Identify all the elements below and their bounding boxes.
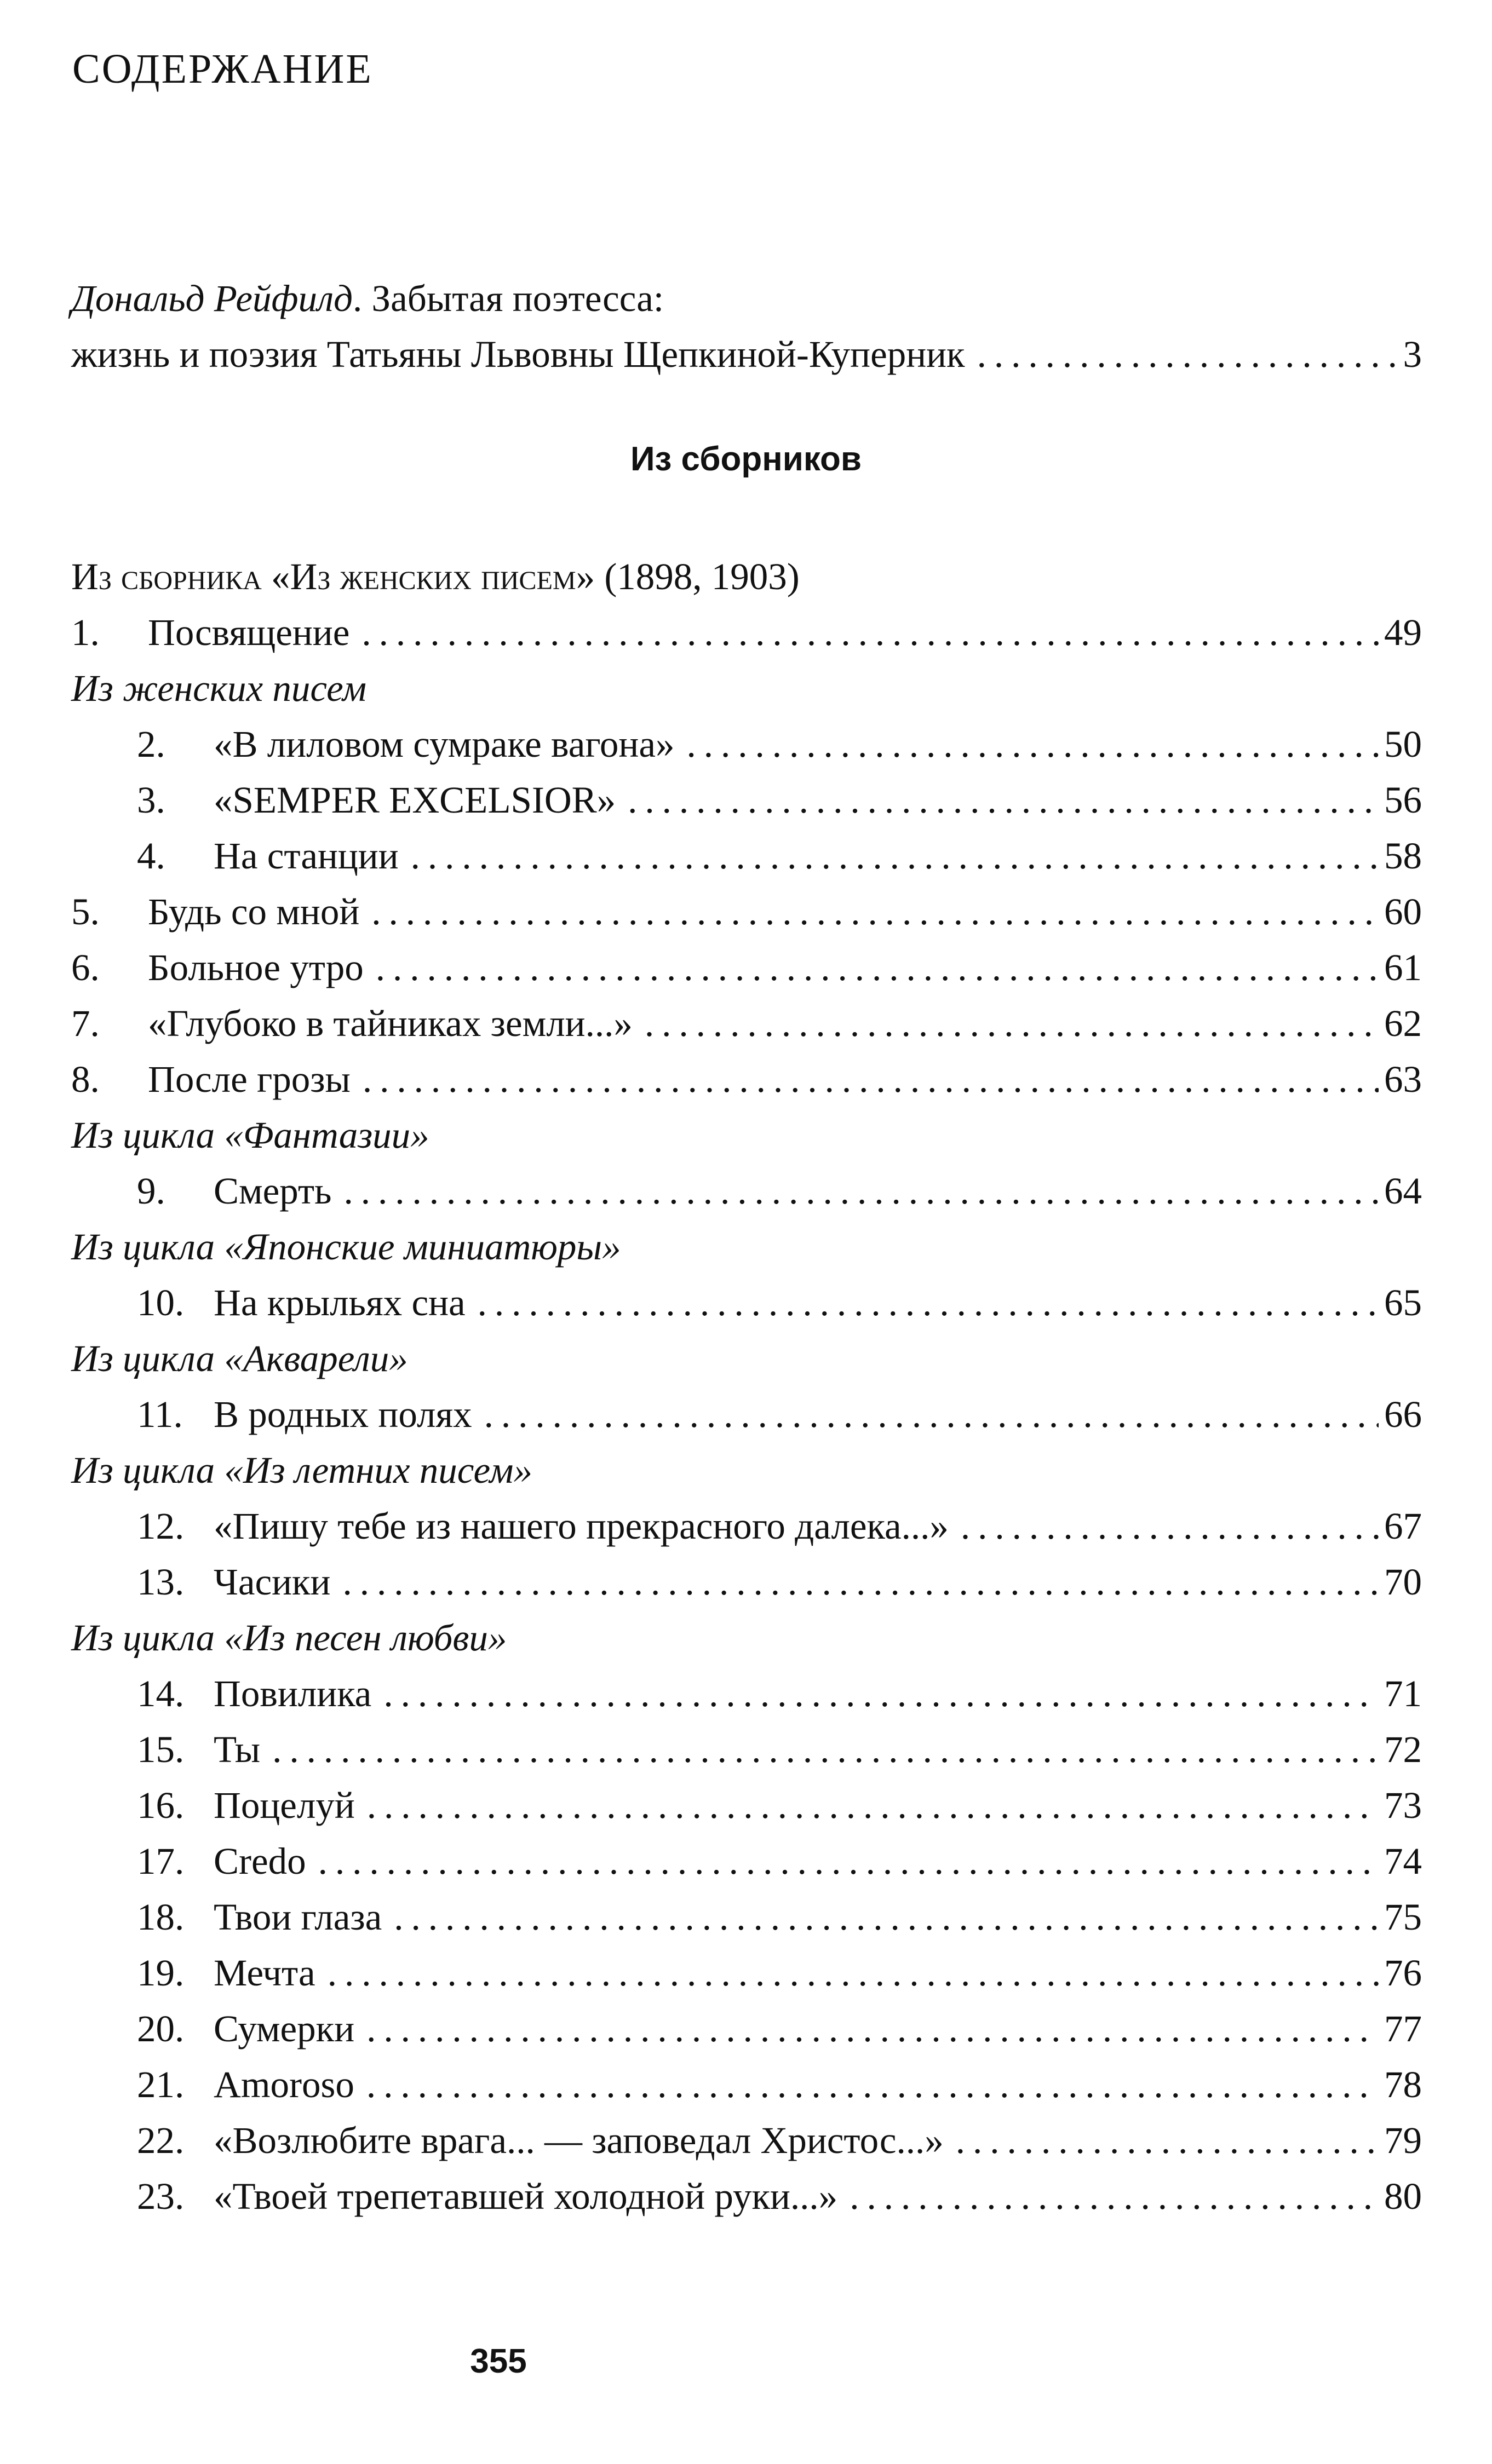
leader-dots	[628, 775, 1379, 825]
running-head: СОДЕРЖАНИЕ	[72, 46, 373, 92]
entry-title: После грозы	[148, 1058, 351, 1100]
intro-title-line-2: жизнь и поэзия Татьяны Львовны Щепкиной-Куперник	[71, 333, 965, 375]
page-number: 73	[1384, 1784, 1422, 1826]
entry-number: 6.	[71, 947, 100, 988]
intro-line-1	[71, 274, 664, 323]
page-number: 64	[1384, 1170, 1422, 1212]
page-number: 72	[1384, 1729, 1422, 1770]
page-number: 61	[1384, 947, 1422, 988]
entry-number: 11.	[137, 1394, 183, 1435]
entry-number: 12.	[137, 1505, 185, 1547]
leader-dots	[272, 1725, 1379, 1774]
toc-entry	[137, 831, 1422, 880]
cycle-heading: Из цикла «Фантазии»	[71, 1114, 429, 1156]
toc-entry	[137, 719, 1422, 769]
toc-entry	[137, 2060, 1422, 2109]
entry-title: Ты	[214, 1729, 261, 1770]
collection-heading	[71, 552, 800, 601]
page-number: 71	[1384, 1673, 1422, 1714]
intro-author: Дональд Рейфилд	[71, 278, 353, 319]
toc-entry	[137, 1390, 1422, 1439]
entry-title: Amoroso	[214, 2064, 354, 2105]
leader-dots	[361, 608, 1379, 657]
cycle-heading: Из цикла «Акварели»	[71, 1338, 408, 1379]
entry-title: Повилика	[214, 1673, 372, 1714]
entry-number: 17.	[137, 1840, 185, 1882]
page-number: 70	[1384, 1561, 1422, 1603]
leader-dots	[686, 719, 1379, 769]
cycle-heading: Из цикла «Японские миниатюры»	[71, 1226, 621, 1268]
leader-dots	[961, 1501, 1379, 1551]
toc-entry	[71, 887, 1422, 936]
entry-number: 18.	[137, 1896, 185, 1938]
toc-entry	[137, 1781, 1422, 1830]
toc-entry	[137, 1278, 1422, 1327]
entry-number: 7.	[71, 1003, 100, 1044]
page-folio: 355	[470, 2342, 527, 2380]
entry-number: 8.	[71, 1058, 100, 1100]
entry-number: 10.	[137, 1282, 185, 1323]
toc-entry	[137, 1557, 1422, 1607]
leader-dots	[956, 2116, 1379, 2165]
entry-title: «Возлюбите врага... — заповедал Христос...»	[214, 2120, 944, 2161]
toc-entry	[137, 1892, 1422, 1942]
entry-title: «SEMPER EXCELSIOR»	[214, 779, 616, 821]
toc-entry	[137, 775, 1422, 825]
collection-heading-name: Из сборника «Из женских писем»	[71, 556, 595, 597]
leader-dots	[411, 831, 1379, 880]
toc-entry	[137, 1166, 1422, 1216]
toc-entry	[137, 1501, 1422, 1551]
entry-title: В родных полях	[214, 1394, 472, 1435]
cycle-heading: Из цикла «Из летних писем»	[71, 1449, 532, 1491]
page-number: 78	[1384, 2064, 1422, 2105]
page-number: 49	[1384, 612, 1422, 653]
entry-title: Сумерки	[214, 2008, 355, 2050]
leader-dots	[850, 2172, 1379, 2221]
leader-dots	[484, 1390, 1379, 1439]
entry-title: На станции	[214, 835, 399, 877]
leader-dots	[366, 2060, 1379, 2109]
leader-dots	[344, 1166, 1379, 1216]
toc-entry	[71, 608, 1422, 657]
leader-dots	[478, 1278, 1379, 1327]
entry-number: 22.	[137, 2120, 185, 2161]
page-number: 75	[1384, 1896, 1422, 1938]
entry-number: 13.	[137, 1561, 185, 1603]
leader-dots	[394, 1892, 1379, 1942]
entry-title: «Твоей трепетавшей холодной руки...»	[214, 2175, 838, 2217]
entry-title: Часики	[214, 1561, 331, 1603]
entry-number: 14.	[137, 1673, 185, 1714]
entry-number: 9.	[137, 1170, 165, 1212]
entry-title: «Глубоко в тайниках земли...»	[148, 1003, 633, 1044]
toc-entry	[71, 1055, 1422, 1104]
page-number: 58	[1384, 835, 1422, 877]
toc-entry	[137, 2004, 1422, 2053]
page-number: 60	[1384, 891, 1422, 932]
page-number: 74	[1384, 1840, 1422, 1882]
toc-entry	[137, 1725, 1422, 1774]
entry-number: 4.	[137, 835, 165, 877]
leader-dots	[367, 1781, 1379, 1830]
toc-entry	[137, 1948, 1422, 1997]
entry-title: Мечта	[214, 1952, 315, 1994]
page-number: 79	[1384, 2120, 1422, 2161]
leader-dots	[383, 1669, 1379, 1718]
leader-dots	[318, 1837, 1379, 1886]
entry-title: «Пишу тебе из нашего прекрасного далека...»	[214, 1505, 949, 1547]
entry-title: Будь со мной	[148, 891, 360, 932]
entry-number: 16.	[137, 1784, 185, 1826]
page-number: 63	[1384, 1058, 1422, 1100]
intro-line-2	[71, 330, 1422, 379]
entry-title: Credo	[214, 1840, 306, 1882]
toc-entry	[137, 1837, 1422, 1886]
entry-number: 3.	[137, 779, 165, 821]
toc-entry	[137, 2172, 1422, 2221]
toc-entry	[137, 1669, 1422, 1718]
section-title: Из сборников	[630, 440, 862, 478]
page-number: 76	[1384, 1952, 1422, 1994]
entry-title: Поцелуй	[214, 1784, 355, 1826]
leader-dots	[371, 887, 1379, 936]
toc-entry	[137, 2116, 1422, 2165]
entry-number: 19.	[137, 1952, 185, 1994]
cycle-heading: Из цикла «Из песен любви»	[71, 1617, 507, 1659]
entry-number: 1.	[71, 612, 100, 653]
entry-number: 2.	[137, 723, 165, 765]
page-number: 56	[1384, 779, 1422, 821]
entry-title: Больное утро	[148, 947, 364, 988]
entry-number: 5.	[71, 891, 100, 932]
entry-number: 20.	[137, 2008, 185, 2050]
page-number: 65	[1384, 1282, 1422, 1323]
page-number: 66	[1384, 1394, 1422, 1435]
page-number: 3	[1403, 333, 1422, 375]
page-number: 77	[1384, 2008, 1422, 2050]
leader-dots	[366, 2004, 1379, 2053]
leader-dots	[363, 1055, 1379, 1104]
entry-number: 15.	[137, 1729, 185, 1770]
entry-title: Смерть	[214, 1170, 332, 1212]
entry-number: 23.	[137, 2175, 185, 2217]
entry-title: Твои глаза	[214, 1896, 382, 1938]
page-number: 50	[1384, 723, 1422, 765]
toc-entry	[71, 999, 1422, 1048]
cycle-heading: Из женских писем	[71, 667, 367, 709]
entry-number: 21.	[137, 2064, 185, 2105]
leader-dots	[977, 330, 1398, 379]
page-number: 62	[1384, 1003, 1422, 1044]
entry-title: Посвящение	[148, 612, 350, 653]
intro-title-line-1: . Забытая поэтесса:	[353, 278, 664, 319]
collection-heading-years: (1898, 1903)	[595, 556, 800, 597]
leader-dots	[328, 1948, 1379, 1997]
toc-entry	[71, 943, 1422, 992]
page-number: 67	[1384, 1505, 1422, 1547]
page-number: 80	[1384, 2175, 1422, 2217]
leader-dots	[342, 1557, 1379, 1607]
leader-dots	[376, 943, 1379, 992]
entry-title: «В лиловом сумраке вагона»	[214, 723, 675, 765]
entry-title: На крыльях сна	[214, 1282, 466, 1323]
leader-dots	[645, 999, 1379, 1048]
